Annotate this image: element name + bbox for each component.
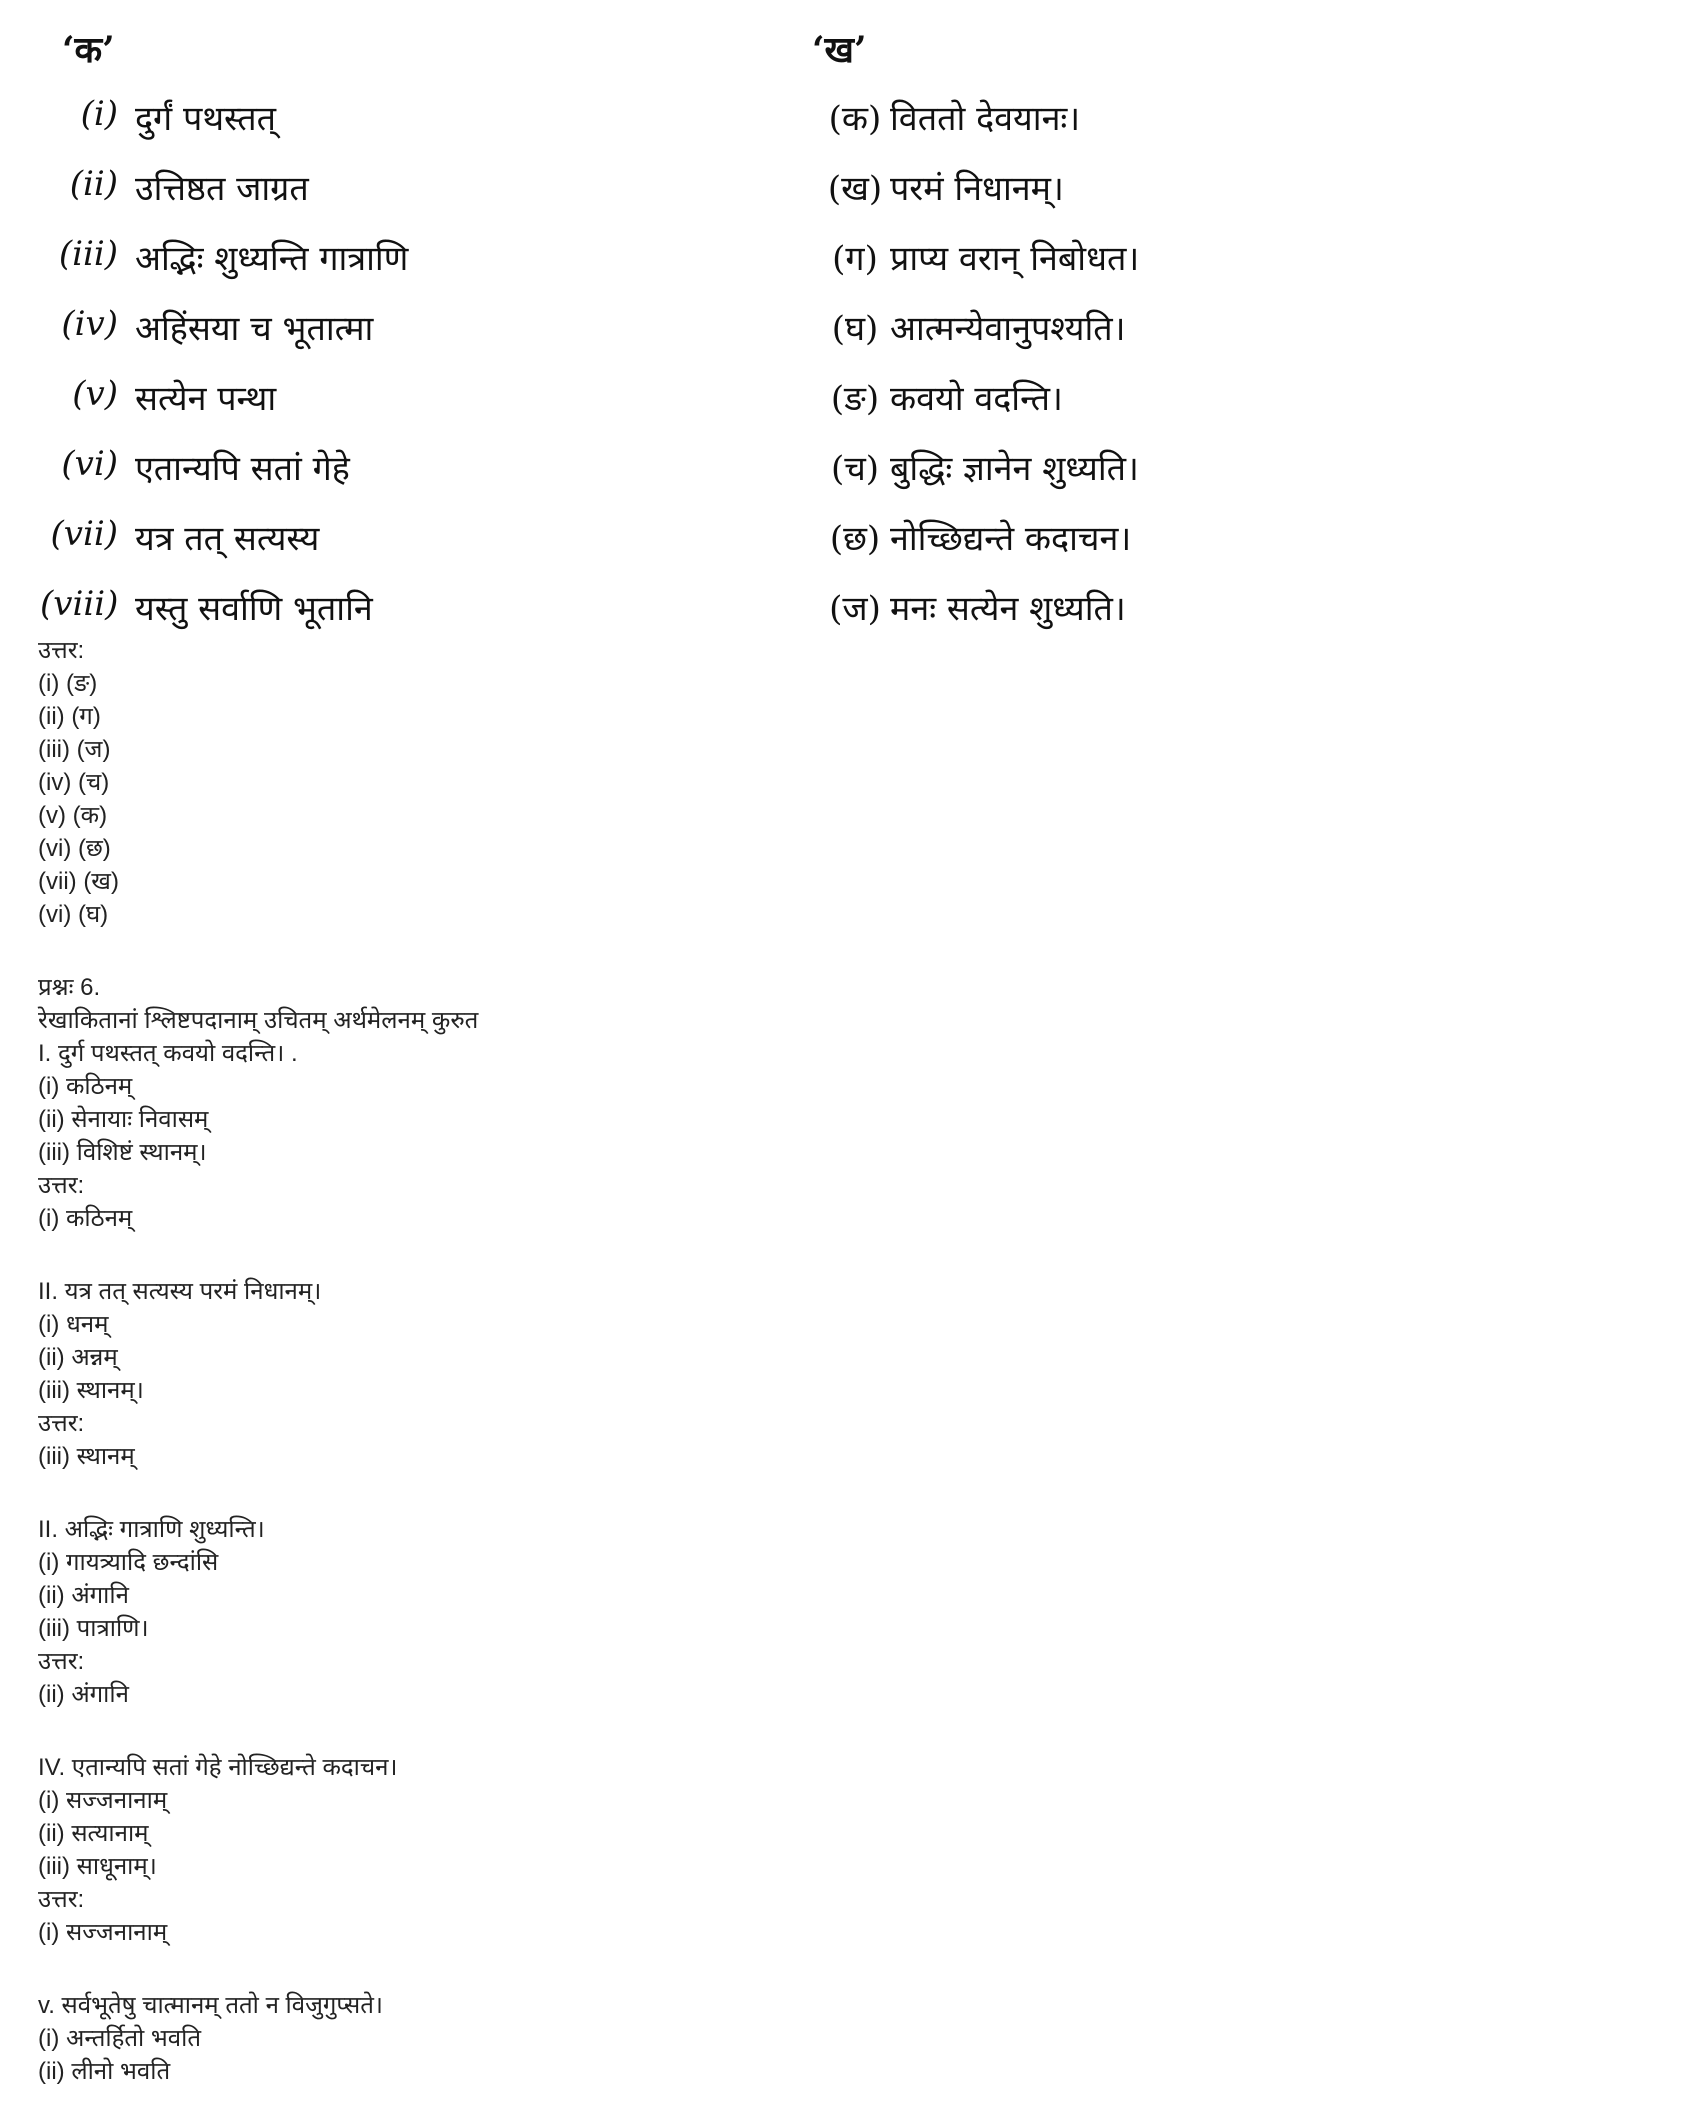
part-sentence: I. दुर्ग पथस्तत् कवयो वदन्ति। . [38,1040,298,1067]
left-phrase: सत्येन पन्था [135,379,277,419]
spacer [38,931,1638,971]
option: (iii) साधूनाम्। [38,1853,157,1880]
spacer [38,1711,1638,1751]
answer-item: (v) (क) [38,802,108,829]
right-letter: (ख) [827,169,883,209]
option: (i) धनम् [38,1311,109,1338]
answer-item: (i) (ङ) [38,670,98,697]
left-phrase: अद्भिः शुध्यन्ति गात्राणि [135,239,409,279]
left-phrase: दुर्गं पथस्तत् [135,99,277,139]
answer-item: (vii) (ख) [38,868,119,895]
answer-label: उत्तर: [38,1172,85,1199]
option: (ii) अन्नम् [38,1344,118,1371]
option: (iii) पात्राणि। [38,1615,149,1642]
right-letter: (च) [830,449,880,489]
right-letter: (ङ) [830,379,880,419]
spacer [38,1949,1638,1989]
part-sentence: II. यत्र तत् सत्यस्य परमं निधानम्। [38,1278,322,1305]
answer-item: (vi) (छ) [38,835,111,862]
answer-label: उत्तर: [38,1410,85,1437]
option: (iii) विशिष्टं स्थानम्। [38,1139,207,1166]
part-sentence: v. सर्वभूतेषु चात्मानम् ततो न विजुगुप्सते। [38,1992,383,2019]
answer-label: उत्तर: [38,1886,85,1913]
left-phrase: यस्तु सर्वाणि भूतानि [135,589,373,629]
left-number: (v) [72,374,118,414]
column-heading-kha: ‘ख’ [812,29,867,71]
question-instruction: रेखाकितानां श्लिष्टपदानाम् उचितम् अर्थमेलनम् कुरुत [38,1007,479,1034]
left-number: (iv) [61,304,118,344]
answer-item: (vi) (घ) [38,901,109,928]
table-row [40,374,1240,434]
right-phrase: मनः सत्येन शुध्यति। [890,589,1126,629]
answer-value: (i) कठिनम् [38,1205,133,1232]
answer-value: (i) सज्जनानाम् [38,1919,168,1946]
column-heading-ka: ‘क’ [62,29,115,71]
option: (i) कठिनम् [38,1073,133,1100]
left-phrase: उत्तिष्ठत जाग्रत [135,169,309,209]
spacer [38,1235,1638,1275]
right-phrase: विततो देवयानः। [890,99,1081,139]
document-body [38,634,1638,2088]
right-phrase: आत्मन्येवानुपश्यति। [890,309,1126,349]
left-number: (vii) [50,514,118,554]
option: (ii) सत्यानाम् [38,1820,149,1847]
option: (i) गायत्र्यादि छन्दांसि [38,1549,219,1576]
table-row [40,444,1240,504]
right-phrase: कवयो वदन्ति। [890,379,1063,419]
table-row [40,514,1240,574]
left-number: (iii) [58,234,118,274]
left-phrase: यत्र तत् सत्यस्य [135,519,320,559]
left-number: (viii) [40,584,119,624]
answer-label: उत्तर: [38,637,85,664]
right-letter: (घ) [831,309,879,349]
answer-item: (iv) (च) [38,769,110,796]
left-number: (vi) [61,444,118,484]
table-row [40,94,1240,154]
right-letter: (ज) [829,589,881,629]
option: (ii) सेनायाः निवासम् [38,1106,209,1133]
answer-item: (iii) (ज) [38,736,111,763]
right-phrase: नोच्छिद्यन्ते कदाचन। [890,519,1132,559]
right-phrase: बुद्धिः ज्ञानेन शुध्यति। [890,449,1139,489]
left-phrase: अहिंसया च भूतात्मा [135,309,374,349]
right-phrase: प्राप्य वरान् निबोधत। [890,239,1140,279]
right-letter: (ग) [832,239,878,279]
option: (ii) अंगानि [38,1582,129,1609]
left-phrase: एतान्यपि सतां गेहे [135,449,350,489]
answer-value: (ii) अंगानि [38,1681,129,1708]
left-number: (i) [80,94,118,134]
table-row [40,164,1240,224]
spacer [38,1473,1638,1513]
table-row [40,234,1240,294]
part-sentence: II. अद्भिः गात्राणि शुध्यन्ति। [38,1516,265,1543]
question-title: प्रश्नः 6. [38,974,101,1001]
option: (iii) स्थानम्। [38,1377,144,1404]
answer-item: (ii) (ग) [38,703,101,730]
part-sentence: IV. एतान्यपि सतां गेहे नोच्छिद्यन्ते कदाचन। [38,1754,398,1781]
answer-label: उत्तर: [38,1648,85,1675]
option: (ii) लीनो भवति [38,2058,171,2085]
right-letter: (छ) [829,519,881,559]
right-phrase: परमं निधानम्। [890,169,1064,209]
left-number: (ii) [69,164,118,204]
right-letter: (क) [828,99,882,139]
option: (i) अन्तर्हितो भवति [38,2025,202,2052]
answer-value: (iii) स्थानम् [38,1443,135,1470]
option: (i) सज्जनानाम् [38,1787,168,1814]
table-row [40,304,1240,364]
